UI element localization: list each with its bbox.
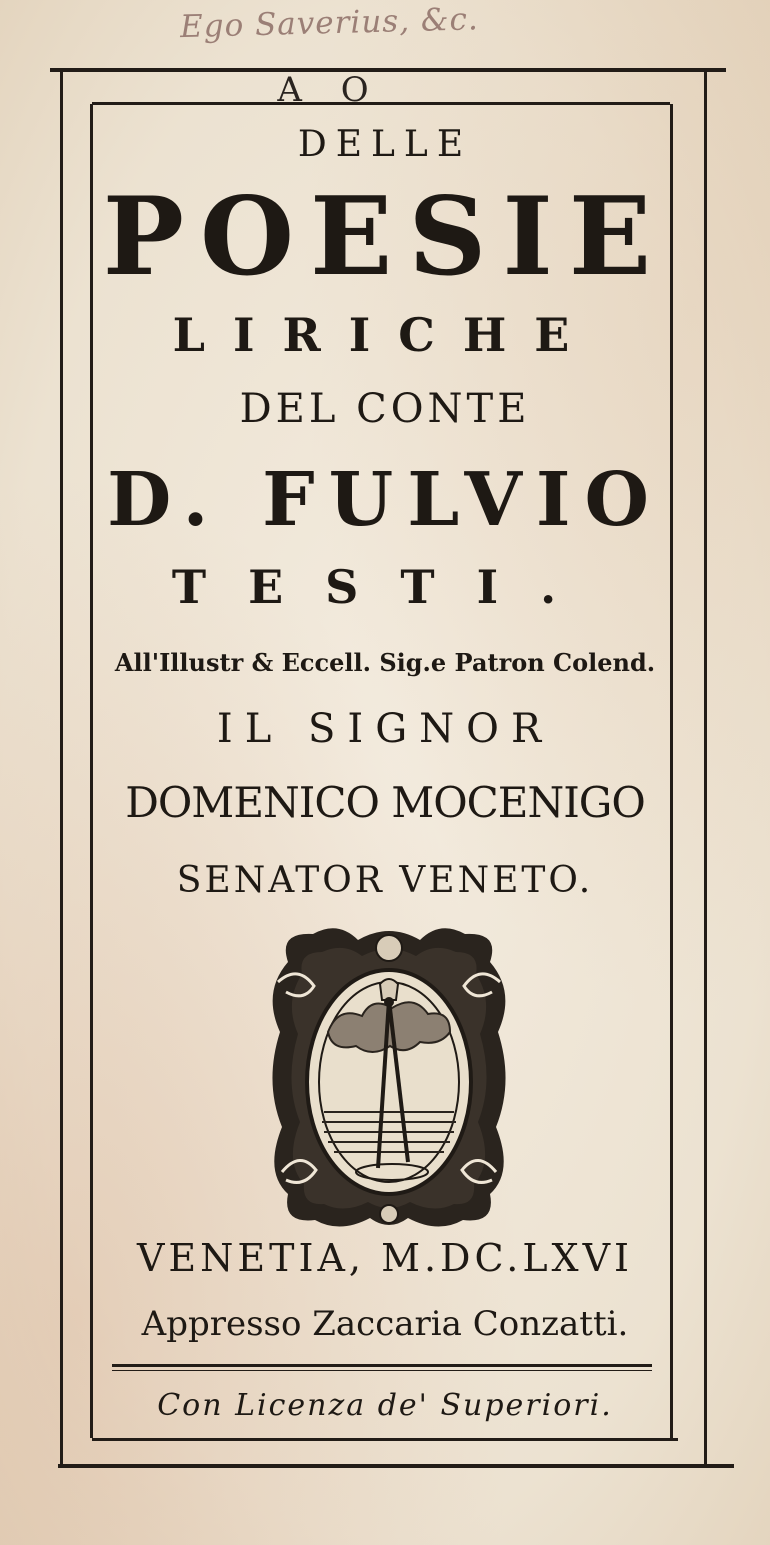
printers-signature-mark: A O xyxy=(277,70,383,110)
author-name: D. FULVIO xyxy=(107,457,663,543)
title-line-del-conte: DEL CONTE xyxy=(239,386,531,432)
frame-bottom-inner xyxy=(92,1438,678,1441)
dedicatee-title: SENATOR VENETO. xyxy=(176,860,594,901)
author-surname: TESTI. xyxy=(171,560,599,614)
frame-bottom-outer xyxy=(58,1464,734,1468)
imprint-printer: Appresso Zaccaria Conzatti. xyxy=(141,1304,629,1344)
compass-emblem-icon xyxy=(258,922,520,1232)
dedication-address: All'Illustr & Eccell. Sig.e Patron Colend. xyxy=(114,648,656,677)
title-line-delle: DELLE xyxy=(297,124,473,165)
license-rule-top-2 xyxy=(112,1370,652,1371)
handwritten-ownership-note: Ego Saverius, &c. xyxy=(179,1,480,46)
imprint-place-date: VENETIA, M.DC.LXVI xyxy=(136,1236,634,1280)
dedicatee-name: DOMENICO MOCENIGO xyxy=(125,778,645,827)
license-rule-top xyxy=(112,1364,652,1367)
dedication-il-signor: IL SIGNOR xyxy=(216,706,554,752)
imprint-license: Con Licenza de' Superiori. xyxy=(157,1388,613,1423)
title-line-poesie: POESIE xyxy=(102,174,668,300)
title-line-liriche: LIRICHE xyxy=(172,308,598,362)
